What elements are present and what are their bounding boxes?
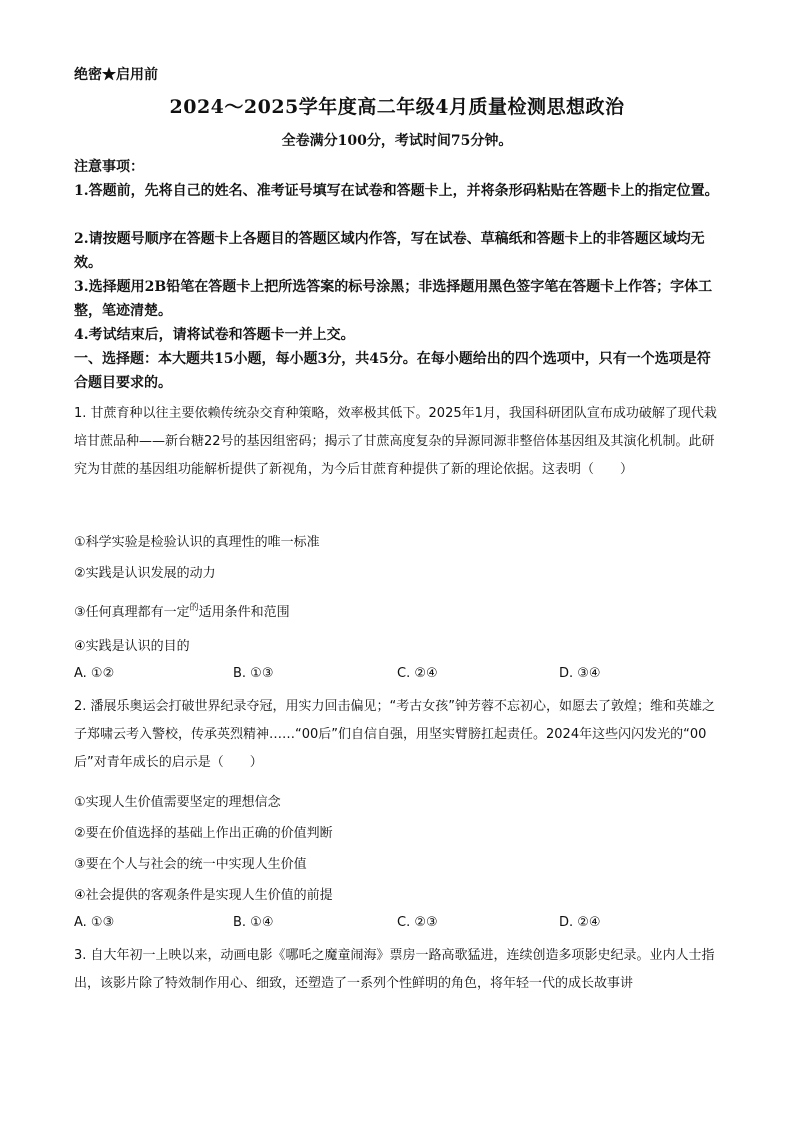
question-1-stem: 1. 甘蔗育种以往主要依赖传统杂交育种策略，效率极其低下。2025年1月，我国科研团队宣布成功破解了现代栽培甘蔗品种——新台糖22号的基因组密码；揭示了甘蔗高度复杂的异源同源非整倍体基因组及其演化机制。此研究为甘蔗的基因组功能解析提供了新视角，为今后甘蔗育种提供了新的理论依据。这表明（ ） <box>74 406 717 477</box>
question-1-option-4: ④实践是认识的目的 <box>74 639 190 654</box>
question-2-option-4: ④社会提供的客观条件是实现人生价值的前提 <box>74 888 333 903</box>
notice-item-1: 1.答题前，先将自己的姓名、准考证号填写在试卷和答题卡上，并将条形码粘贴在答题卡上的指定位置。 <box>74 183 719 199</box>
question-1-option-1: ①科学实验是检验认识的真理性的唯一标准 <box>74 535 320 550</box>
question-2-choices <box>74 915 724 935</box>
choice-c: C. ②③ <box>397 915 438 930</box>
question-2-option-1: ①实现人生价值需要坚定的理想信念 <box>74 795 281 810</box>
notice-heading: 注意事项： <box>74 159 144 175</box>
question-1-option-3-part-b: 适用条件和范围 <box>198 605 290 620</box>
question-2-stem: 2. 潘展乐奥运会打破世界纪录夺冠，用实力回击偏见；“考古女孩”钟芳蓉不忘初心，如愿去了敦煌；维和英雄之子郑啸云考入警校，传承英烈精神……“00后”们自信自强，用坚实臂膀扛起责任。2024年这些闪闪发光的“00后”对青年成长的启示是（ ） <box>74 699 716 770</box>
question-1-option-3-superscript: 的 <box>189 603 199 613</box>
choice-d: D. ③④ <box>559 666 601 681</box>
choice-b: B. ①③ <box>233 666 274 681</box>
notice-item-3: 3.选择题用2B铅笔在答题卡上把所选答案的标号涂黑；非选择题用黑色签字笔在答题卡上作答；字体工整，笔迹清楚。 <box>74 279 713 319</box>
choice-a: A. ①② <box>74 666 115 681</box>
exam-subtitle: 全卷满分100分，考试时间75分钟。 <box>281 133 513 149</box>
question-1-option-3 <box>74 600 290 620</box>
question-3-stem: 3. 自大年初一上映以来，动画电影《哪吒之魔童闹海》票房一路高歌猛进，连续创造多项影史纪录。业内人士指出，该影片除了特效制作用心、细致，还塑造了一系列个性鲜明的角色，将年轻一代的成长故事讲 <box>74 948 715 991</box>
choice-a: A. ①③ <box>74 915 115 930</box>
question-1-option-3-part-a: ③任何真理都有一定 <box>74 605 190 620</box>
notice-item-4: 4.考试结束后，请将试卷和答题卡一并上交。 <box>74 327 355 343</box>
page-title: 2024～2025学年度高二年级4月质量检测思想政治 <box>169 96 625 118</box>
question-1-choices <box>74 666 724 686</box>
section-heading: 一、选择题：本大题共15小题，每小题3分，共45分。在每小题给出的四个选项中，只有一个选项是符合题目要求的。 <box>74 351 711 391</box>
question-2-option-2: ②要在价值选择的基础上作出正确的价值判断 <box>74 826 333 841</box>
confidential-label: 绝密★启用前 <box>74 67 158 83</box>
choice-d: D. ②④ <box>559 915 601 930</box>
question-2-option-3: ③要在个人与社会的统一中实现人生价值 <box>74 857 307 872</box>
question-1-option-2: ②实践是认识发展的动力 <box>74 566 216 581</box>
notice-item-2: 2.请按题号顺序在答题卡上各题目的答题区域内作答，写在试卷、草稿纸和答题卡上的非答题区域均无效。 <box>74 231 705 271</box>
choice-c: C. ②④ <box>397 666 438 681</box>
choice-b: B. ①④ <box>233 915 274 930</box>
